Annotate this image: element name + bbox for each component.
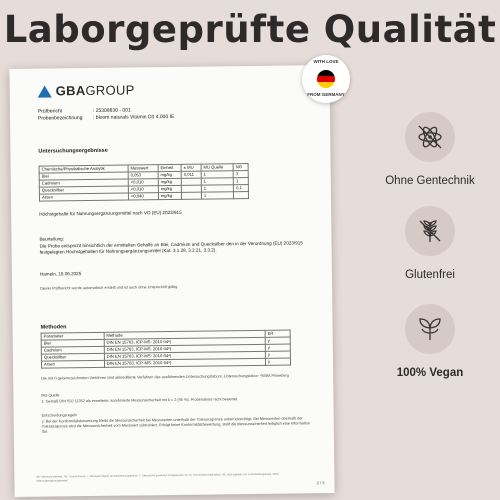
feature-label: 100% Vegan <box>396 367 464 379</box>
page-number: 2 / 3 <box>316 479 325 485</box>
section-results-title: Untersuchungsergebnisse <box>38 147 108 155</box>
feature-icon-circle <box>405 206 455 256</box>
lab-report-document <box>9 65 334 497</box>
feature-glutenfrei <box>370 206 490 281</box>
table-cell: y <box>265 344 290 351</box>
logo-gba-text: GBA <box>55 83 86 99</box>
feature-label: Ohne Gentechnik <box>385 175 475 187</box>
table-cell: 3 <box>233 171 248 178</box>
table-cell: Quecksilber <box>41 353 104 361</box>
table-cell: 1 <box>201 185 233 192</box>
table-header: Methode <box>104 330 265 339</box>
mu-title: MU-Quelle <box>41 393 60 398</box>
results-table <box>39 163 249 202</box>
table-cell: DIN EN 15763, ICP-MS: 2010-04ᵃ) <box>104 358 265 367</box>
table-cell: 0,1 <box>234 185 249 192</box>
methods-note: Die mit ᵃ) gekennzeichneten Verfahren sind akkreditierte Verfahren des ausführenden Untersuchungslabors. Untersuchungslabor: ᵃ)GBA Pinneberg <box>41 373 289 381</box>
table-row <box>39 192 248 202</box>
table-cell: DIN EN 15763, ICP-MS: 2010-04ᵃ) <box>104 337 265 346</box>
table-cell: Blei <box>39 172 128 180</box>
table-cell: Arsen <box>39 193 128 201</box>
table-cell <box>181 192 201 199</box>
table-cell: Cadmium <box>39 179 128 187</box>
gba-logo <box>38 81 135 100</box>
document-footer: MU: Messunsicherheit, TM: Trockenmasse, <: Messwert kleiner als Bestimmungsgrenze, T: Toleranz/im gesetzlich Festgesetzter zu, KV: Kontrollwert/Haltbarkeit, HS: Höchstgehalt, ER: Entscheidungsregel, NEM: Nahrungsergänzungsmittel <box>36 472 280 483</box>
logo-group-text: GROUP <box>85 82 135 99</box>
table-cell: <0,010 <box>128 186 158 193</box>
table-cell: <0,010 <box>128 179 158 186</box>
mu-text: 1: Gemäß DIN ISO 11352 als erweiterte, kombinierte Messunsicherheit mit k = 2 (95 %). Probenahme nicht bewertet. <box>41 397 239 404</box>
section-methods-title: Methoden <box>40 324 67 331</box>
table-header: Parameter <box>41 332 104 340</box>
assessment-text: Die Probe entspricht hinsichtlich der ermittelten Gehalte an Blei, Cadmium und Quecksilber den in der Verordnung (EU) 2023/915 festgelegten Höchstgehalten für Nahrungsergänzungsmittel (Kat. 3.1.28, 3.2.21, 3.3.2). <box>39 240 303 255</box>
meta-key: Prüfbericht <box>37 108 63 115</box>
badge-top-text: WITH LOVE <box>313 59 339 64</box>
table-cell: Quecksilber <box>39 186 128 194</box>
table-header: ± MU <box>181 164 201 171</box>
feature-label: Glutenfrei <box>405 269 455 281</box>
limits-note: Höchstgehalte für Nahrungsergänzungsmittel nach VO (EU) 2023/915 <box>39 209 182 217</box>
table-cell: 1 <box>201 171 233 178</box>
table-cell: 0,053 <box>128 172 158 179</box>
table-cell: mg/kg <box>158 185 181 192</box>
table-cell: y <box>265 351 290 358</box>
table-cell: 1 <box>201 178 233 185</box>
headline: Laborgeprüfte Qualität <box>3 8 497 51</box>
report-meta <box>38 107 174 122</box>
table-header: Einheit <box>158 164 181 171</box>
table-cell: mg/kg <box>158 192 181 199</box>
table-cell: Blei <box>41 339 104 347</box>
signature-note: Dieser Prüfbericht wurde automatisch erstellt und ist auch ohne Unterschrift gültig. <box>40 284 179 291</box>
atom-crossed-icon <box>416 123 444 151</box>
badge-bottom-text: FROM GERMANY <box>307 92 345 97</box>
meta-value: : bloom naturals Vitamin D3 4.000 IE <box>92 113 175 121</box>
meta-key: Probenbezeichnung <box>37 114 83 122</box>
feature-ohne-gentechnik <box>370 112 490 187</box>
table-header: ER <box>265 330 290 337</box>
feature-icon-circle <box>405 304 455 354</box>
table-header: NG <box>233 164 248 171</box>
table-header: Messwert <box>128 165 158 172</box>
table-header: MU Quelle <box>201 164 233 171</box>
table-cell: <0,040 <box>128 193 158 200</box>
table-cell: y <box>265 337 290 344</box>
feature-vegan <box>370 304 490 379</box>
assessment-title: Beurteilung: <box>39 236 65 242</box>
decision-title: Entscheidungsregeln <box>41 413 78 418</box>
place-date: Hameln, 16.06.2025 <box>39 271 82 277</box>
table-cell: mg/kg <box>158 178 181 185</box>
table-cell: 1 <box>201 192 233 199</box>
table-header: Chemische/Physikalische Analytik <box>39 165 128 173</box>
table-cell: mg/kg <box>158 171 181 178</box>
table-cell: y <box>265 358 290 365</box>
table-cell: 1 <box>233 178 248 185</box>
made-in-germany-badge <box>302 55 350 103</box>
meta-value: : 25308830 - 001 <box>92 107 131 114</box>
gba-triangle-icon <box>38 85 52 97</box>
table-cell <box>234 192 249 199</box>
wheat-crossed-icon <box>416 217 444 245</box>
table-cell: DIN EN 15763, ICP-MS: 2010-04ᵃ) <box>104 351 265 360</box>
leaves-icon <box>416 315 444 343</box>
feature-icon-circle <box>405 112 455 162</box>
decision-text: y: Bei der Konformitätsbewertung bleibt die Messunsicherheit bei Messwerten unterhalb der Toleranzgrenze unberücksichtigt. Bei Messwerten oberhalb der Toleranzgrenze wird die Messunsicherheit vom Messwert subtrahiert. Erfolgt keine Konformitätsbewertung, stellt die Messunsicherheit lediglich eine Information dar. <box>41 416 311 434</box>
german-flag-icon <box>317 70 335 88</box>
methods-table <box>41 330 291 369</box>
table-cell: Arsen <box>41 360 104 368</box>
table-cell: Cadmium <box>41 346 104 354</box>
table-cell: DIN EN 15763, ICP-MS: 2010-04ᵃ) <box>104 344 265 353</box>
table-cell: 0,011 <box>181 171 201 178</box>
